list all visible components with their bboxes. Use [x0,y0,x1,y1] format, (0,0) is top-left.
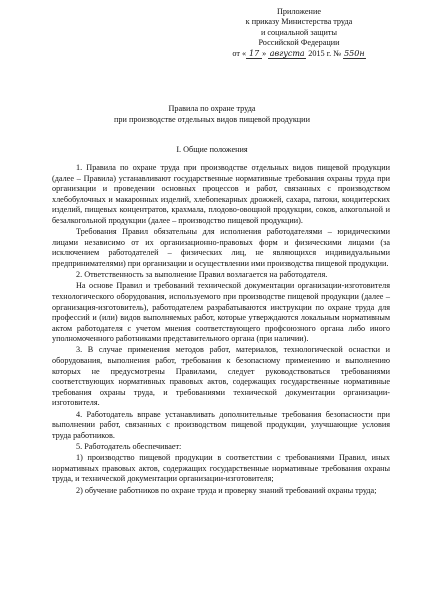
section-heading: I. Общие положения [176,145,248,154]
document-title [0,104,424,125]
paragraph: На основе Правил и требований технической документации организации-изготовителя технологического оборудования, используемого при производстве пищевой продукции (далее – организация-изготовитель), работодателем разрабатываются инструкции по охране труда для профессий и (или) видов выполняемых работ, которые утверждаются локальным нормативным актом работодателя с учетом мнения соответствующего профсоюзного органа либо иного уполномоченного работниками представительного органа (при наличии). [52,281,390,344]
paragraph: 5. Работодатель обеспечивает: [76,442,182,451]
handwritten-month: августа [269,48,305,58]
appendix-line: к приказу Министерства труда [245,17,353,27]
appendix-line: Приложение [277,7,321,16]
title-line: Правила по охране труда [168,104,256,113]
document-body [52,163,390,497]
order-date-line [214,49,384,59]
appendix-line: и социальной защиты [261,27,337,37]
title-line: при производстве отдельных видов пищевой продукции [114,114,310,124]
paragraph: 2. Ответственность за выполнение Правил возлагается на работодателя. [76,270,328,280]
date-prefix: от « [232,48,247,58]
paragraph: 4. Работодатель вправе устанавливать дополнительные требования безопасности при выполнении работ, связанных с производством пищевой продукции, улучшающие условия труда работников. [52,409,390,440]
paragraph: 3. В случае применения методов работ, материалов, технологической оснастки и оборудования, выполнения работ, требования к безопасному применению и выполнению которых не предусмотрены Правилами, следует руководствоваться требованиями соответствующих нормативных правовых актов, содержащих государственные нормативные требования охраны труда, и требованиями технической документации организации-изготовителя. [52,345,390,408]
handwritten-order-number: 550н [344,48,365,58]
paragraph: Требования Правил обязательны для исполнения работодателями – юридическими лицами независимо от их организационно-правовых форм и физическими лицами (за исключением работодателей – физических лиц, не являющихся индивидуальными предпринимателями) при организации и осуществлении ими производства пищевой продукции. [52,227,390,268]
handwritten-day: 17 [246,50,262,59]
paragraph: 1) производство пищевой продукции в соответствии с требованиями Правил, иных нормативных правовых актов, содержащих государственные нормативные требования охраны труда, и технической документации организации-изготовителя; [52,453,390,484]
paragraph: 2) обучение работников по охране труда и проверку знаний требований охраны труда; [76,485,377,495]
date-close: » [262,48,267,58]
appendix-line: Российской Федерации [258,38,340,48]
date-year: 2015 г. № [308,48,342,58]
paragraph: 1. Правила по охране труда при производстве отдельных видов пищевой продукции (далее – Правила) устанавливают государственные нормативные требования охраны труда при организации и проведении основных процессов и работ, связанных с производством хлебобулочных и макаронных изделий, хлебопекарных дрожжей, сахара, патоки, кондитерских изделий, пищевых концентратов, крахмала, плодово-овощной продукции, соков, алкогольной и безалкогольной продукции (далее – производство пищевой продукции). [52,163,390,225]
appendix-header [214,7,384,59]
